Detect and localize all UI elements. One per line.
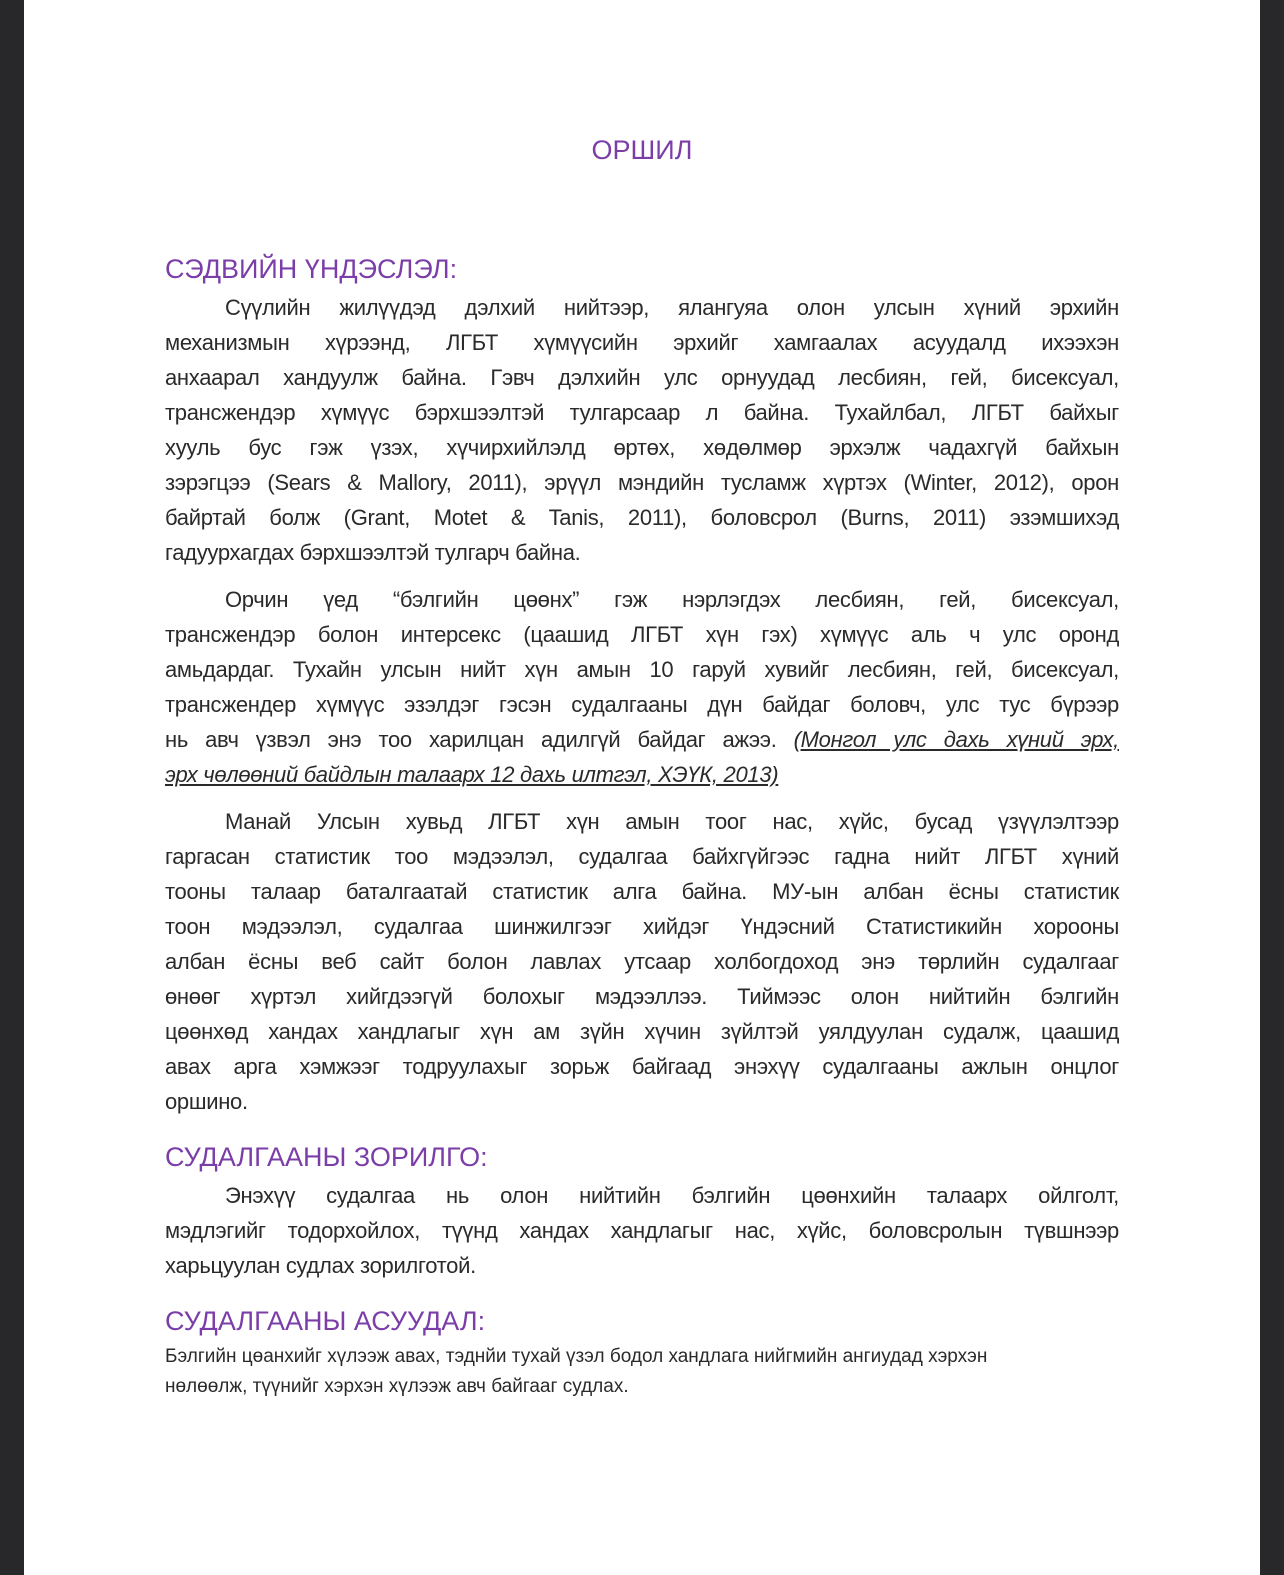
section-paragraphs [165,290,1119,1119]
paragraph [165,804,1119,1119]
text-line [165,1342,1119,1372]
text-line [165,500,1119,535]
section-sudalgaany-asuudal [165,1304,1119,1402]
text-line [165,979,1119,1014]
text-segment: анхаарал хандуулж байна. Гэвч дэлхийн улс орнуудад лесбиян, гей, бисексуал, [165,365,1119,390]
section-heading: СЭДВИЙН ҮНДЭСЛЭЛ: [165,254,458,284]
text-segment: Манай Улсын хувьд ЛГБТ хүн амын тоог нас, хүйс, бусад үзүүлэлтээр [225,809,1119,834]
text-segment: мэдлэгийг тодорхойлох, түүнд хандах хандлагыг нас, хүйс, боловсролын түвшнээр [165,1218,1119,1243]
text-segment: албан ёсны веб сайт болон лавлах утсаар холбогдоход энэ төрлийн судалгааг [165,949,1119,974]
text-line [165,757,1119,792]
paragraph [165,1342,1119,1402]
text-line [165,395,1119,430]
text-line [165,1014,1119,1049]
text-line [165,839,1119,874]
paragraph [165,582,1119,792]
text-line [165,1213,1119,1248]
text-line [165,944,1119,979]
text-segment: нөлөөлж, түүнийг хэрхэн хүлээж авч байгааг судлах. [165,1376,629,1397]
text-line [165,804,1119,839]
text-line [165,687,1119,722]
text-segment: цөөнхөд хандах хандлагыг хүн ам зүйн хүчин зүйлтэй уялдуулан судалж, цаашид [165,1019,1119,1044]
text-segment: тоон мэдээлэл, судалгаа шинжилгээг хийдэг Үндэсний Статистикийн хорооны [165,914,1119,939]
section-heading: СУДАЛГААНЫ АСУУДАЛ: [165,1306,486,1336]
text-line [165,874,1119,909]
text-segment: Орчин үед “бэлгийн цөөнх” гэж нэрлэгдэх лесбиян, гей, бисексуал, [225,587,1119,612]
section-heading: СУДАЛГААНЫ ЗОРИЛГО: [165,1142,488,1172]
paragraph [165,1178,1119,1283]
text-segment: гаргасан статистик тоо мэдээлэл, судалгаа байхгүйгээс гадна нийт ЛГБТ хүний [165,844,1119,869]
text-segment: Энэхүү судалгаа нь олон нийтийн бэлгийн цөөнхийн талаарх ойлголт, [225,1183,1119,1208]
text-line [165,1178,1119,1213]
document-page [24,0,1260,1575]
text-segment: тооны талаар баталгаатай статистик алга байна. МУ-ын албан ёсны статистик [165,879,1119,904]
text-line [165,1049,1119,1084]
text-segment: Бэлгийн цөанхийг хүлээж авах, тэднйи тухай үзэл бодол хандлага нийгмийн ангиудад хэрхэн [165,1346,988,1367]
text-segment: өнөөг хүртэл хийгдээгүй болохыг мэдээллээ. Тиймээс олон нийтийн бэлгийн [165,984,1119,1009]
text-segment: авах арга хэмжээг тодруулахыг зорьж байгаад энэхүү судалгааны ажлын онцлог [165,1054,1119,1079]
text-segment: механизмын хүрээнд, ЛГБТ хүмүүсийн эрхийг хамгаалах асуудалд ихээхэн [165,330,1119,355]
text-segment: оршино. [165,1089,248,1114]
section-paragraphs [165,1342,1119,1402]
text-segment: трансжендер хүмүүс эзэлдэг гэсэн судалгааны дүн байдаг боловч, улс тус бүрээр [165,692,1119,717]
text-line [165,1372,1119,1402]
citation-text: (Монгол улс дахь хүний эрх, [793,727,1119,752]
text-segment: Сүүлийн жилүүдэд дэлхий нийтээр, ялангуяа олон улсын хүний эрхийн [225,295,1119,320]
section-paragraphs [165,1178,1119,1283]
text-line [165,652,1119,687]
section-sedviin-undeslel [165,252,1119,1119]
text-segment: байртай болж (Grant, Motet & Tanis, 2011), боловсрол (Burns, 2011) эзэмшихэд [165,505,1119,530]
text-line [165,582,1119,617]
text-line [165,465,1119,500]
text-line [165,617,1119,652]
text-line [165,1084,1119,1119]
text-line [165,430,1119,465]
text-segment: нь авч үзвэл энэ тоо харилцан адилгүй байдаг ажээ. [165,727,794,752]
text-line [165,722,1119,757]
text-line [165,360,1119,395]
paragraph [165,290,1119,570]
text-segment: зэрэгцээ (Sears & Mallory, 2011), эрүүл мэндийн тусламж хүртэх (Winter, 2012), орон [165,470,1119,495]
text-segment: амьдардаг. Тухайн улсын нийт хүн амын 10 гаруй хувийг лесбиян, гей, бисексуал, [165,657,1119,682]
text-segment: харьцуулан судлах зорилготой. [165,1253,476,1278]
text-segment: хууль бус гэж үзэх, хүчирхийлэлд өртөх, хөдөлмөр эрхэлж чадахгүй байхын [165,435,1119,460]
text-line [165,290,1119,325]
text-segment: трансжендэр хүмүүс бэрхшээлтэй тулгарсаар л байна. Тухайлбал, ЛГБТ байхыг [165,400,1119,425]
text-segment: гадуурхагдах бэрхшээлтэй тулгарч байна. [165,540,581,565]
text-line [165,909,1119,944]
document-title: ОРШИЛ [591,135,693,165]
section-sudalgaany-zorilgo [165,1140,1119,1283]
citation-text: эрх чөлөөний байдлын талаарх 12 дахь илтгэл, ХЭҮК, 2013) [165,762,779,787]
text-segment: трансжендэр болон интерсекс (цаашид ЛГБТ хүн гэх) хүмүүс аль ч улс оронд [165,622,1119,647]
text-line [165,325,1119,360]
text-line [165,1248,1119,1283]
text-line [165,535,1119,570]
